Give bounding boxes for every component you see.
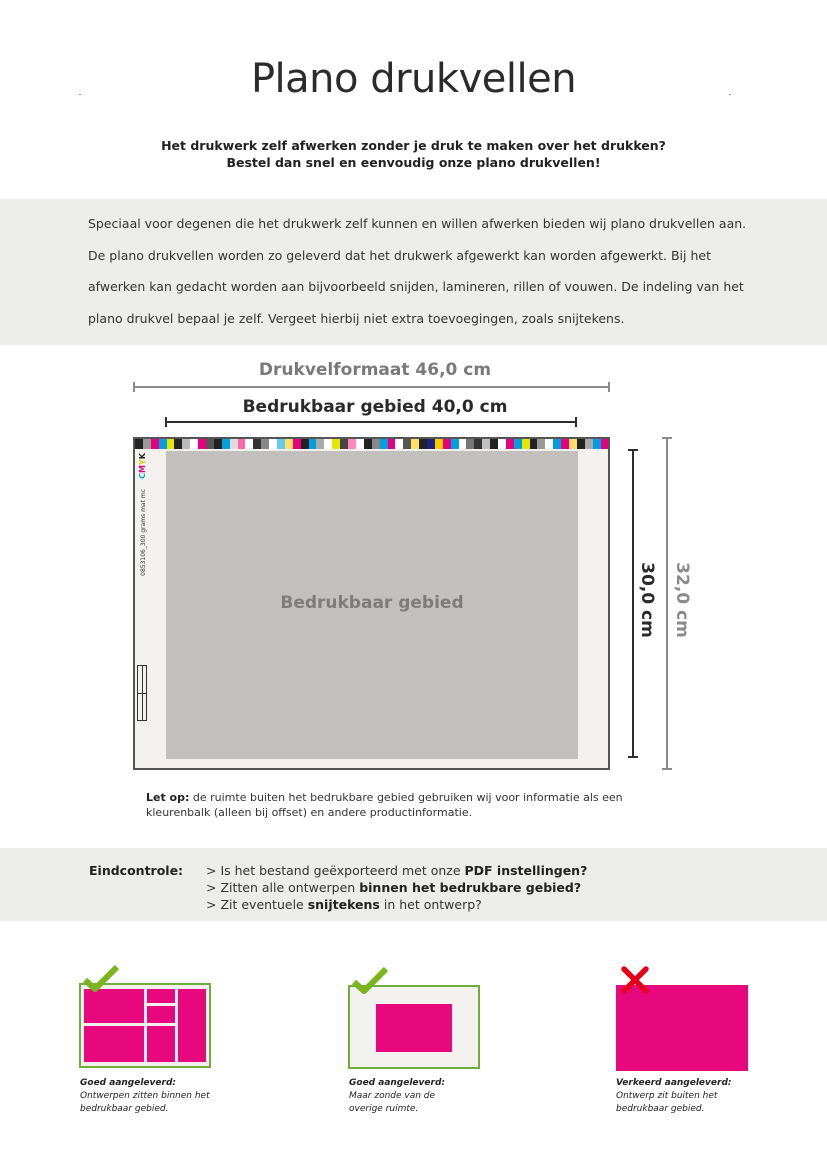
color-swatch <box>238 439 246 449</box>
color-swatch <box>451 439 459 449</box>
color-swatch <box>403 439 411 449</box>
cmyk-mark <box>139 453 153 479</box>
design-block <box>147 989 175 1003</box>
subtitle-line: Het drukwerk zelf afwerken zonder je druk te maken over het drukken? <box>161 138 666 153</box>
color-swatch <box>561 439 569 449</box>
page-subtitle <box>0 137 827 171</box>
color-swatch <box>198 439 206 449</box>
color-swatch <box>309 439 317 449</box>
color-swatch <box>459 439 467 449</box>
color-swatch <box>174 439 182 449</box>
design-block <box>84 1026 144 1062</box>
color-swatch <box>182 439 190 449</box>
color-swatch <box>490 439 498 449</box>
color-swatch <box>135 439 143 449</box>
color-swatch <box>569 439 577 449</box>
caption-line: bedrukbaar gebied. <box>616 1104 705 1114</box>
check-item-bold: PDF instellingen? <box>464 863 588 878</box>
example-caption-title: Verkeerd aangeleverd: <box>616 1078 732 1088</box>
sheet-format-label: Drukvelformaat 46,0 cm <box>258 360 492 380</box>
subtitle-line: Bestel dan snel en eenvoudig onze plano drukvellen! <box>226 155 601 170</box>
crop-tick <box>79 94 81 95</box>
intro-section <box>0 199 827 345</box>
intro-text <box>88 208 748 334</box>
cmyk-y: Y <box>138 459 147 465</box>
color-swatch <box>293 439 301 449</box>
color-swatch <box>577 439 585 449</box>
example-frame <box>79 983 211 1068</box>
color-swatch <box>545 439 553 449</box>
color-swatch <box>159 439 167 449</box>
color-swatch <box>443 439 451 449</box>
color-swatch <box>388 439 396 449</box>
check-item-text: in het ontwerp? <box>379 897 482 912</box>
crop-tick <box>729 94 731 95</box>
caption-line: Ontwerp zit buiten het <box>616 1091 718 1101</box>
color-swatch <box>151 439 159 449</box>
color-swatch <box>348 439 356 449</box>
cmyk-c: C <box>138 472 147 479</box>
final-check-title: Eindcontrole: <box>89 863 184 878</box>
color-swatch <box>411 439 419 449</box>
caption-line: overige ruimte. <box>349 1104 419 1114</box>
color-swatch <box>466 439 474 449</box>
color-swatch <box>372 439 380 449</box>
color-swatch <box>356 439 364 449</box>
intro-line: afwerken kan gedacht worden aan bijvoorbeeld snijden, lamineren, rillen of vouwen. De indeling van het <box>88 279 744 294</box>
intro-line: De plano drukvellen worden zo geleverd dat het drukwerk afgewerkt kan worden afgewerkt. Bij het <box>88 247 711 263</box>
color-swatch <box>498 439 506 449</box>
color-swatch <box>277 439 285 449</box>
color-swatch <box>506 439 514 449</box>
note-bold: Let op: <box>146 791 190 804</box>
printable-area-label: Bedrukbaar gebied <box>280 593 464 613</box>
check-item-text: > Is het bestand geëxporteerd met onze <box>206 863 465 878</box>
color-swatch <box>143 439 151 449</box>
color-swatch <box>364 439 372 449</box>
color-swatch <box>380 439 388 449</box>
printable-width-label: Bedrukbaar gebied 40,0 cm <box>242 397 508 417</box>
color-swatch <box>474 439 482 449</box>
color-swatch <box>167 439 175 449</box>
color-swatch <box>222 439 230 449</box>
example-caption-title: Goed aangeleverd: <box>349 1078 445 1088</box>
check-item-bold: snijtekens <box>307 897 380 912</box>
check-item-text: > Zit eventuele <box>206 897 308 912</box>
check-item-bold: binnen het bedrukbare gebied? <box>359 880 582 895</box>
registration-mark-icon <box>137 665 147 721</box>
color-swatch <box>482 439 490 449</box>
caption-line: bedrukbaar gebied. <box>80 1104 169 1114</box>
color-swatch <box>269 439 277 449</box>
note-text <box>146 790 626 820</box>
cmyk-k: K <box>138 453 147 460</box>
example-caption-text <box>616 1090 776 1116</box>
check-icon <box>82 964 120 994</box>
printable-width-dimension-line <box>165 417 577 427</box>
intro-line: Speciaal voor degenen die het drukwerk zelf kunnen en willen afwerken bieden wij plano drukvellen aan. <box>88 216 747 231</box>
check-item-text: > Zitten alle ontwerpen <box>206 880 360 895</box>
intro-line: plano drukvel bepaal je zelf. Vergeet hierbij niet extra toevoegingen, zoals snijtekens. <box>88 310 625 326</box>
final-check-list <box>206 862 587 913</box>
color-swatch <box>585 439 593 449</box>
example-caption-text <box>80 1090 240 1116</box>
check-item <box>206 896 587 913</box>
sheet-width-dimension-line <box>133 382 610 392</box>
color-swatch <box>530 439 538 449</box>
printable-height-label: 30,0 cm <box>637 562 657 638</box>
product-info-text: 0853106_300 grams mat mc <box>140 489 147 576</box>
color-swatch <box>316 439 324 449</box>
page-title: Plano drukvellen <box>250 56 577 102</box>
design-block <box>147 1026 175 1062</box>
color-swatch <box>514 439 522 449</box>
check-item <box>206 879 587 896</box>
color-swatch <box>419 439 427 449</box>
caption-line: Maar zonde van de <box>349 1091 436 1101</box>
color-swatch <box>253 439 261 449</box>
note-body: de ruimte buiten het bedrukbare gebied gebruiken wij voor informatie als een kleurenbalk (alleen bij offset) en andere productinformatie. <box>146 791 623 819</box>
color-swatch <box>230 439 238 449</box>
sheet-height-dimension-line <box>662 437 672 770</box>
design-block <box>376 1004 452 1052</box>
color-swatch <box>206 439 214 449</box>
color-bar <box>135 439 608 449</box>
example-caption-title: Goed aangeleverd: <box>80 1078 176 1088</box>
color-swatch <box>601 439 609 449</box>
color-swatch <box>332 439 340 449</box>
color-swatch <box>553 439 561 449</box>
color-swatch <box>301 439 309 449</box>
color-swatch <box>324 439 332 449</box>
cross-icon <box>620 966 650 994</box>
print-sheet <box>133 437 610 770</box>
color-swatch <box>340 439 348 449</box>
color-swatch <box>214 439 222 449</box>
color-swatch <box>261 439 269 449</box>
color-swatch <box>537 439 545 449</box>
color-swatch <box>245 439 253 449</box>
color-swatch <box>593 439 601 449</box>
design-block-overflow <box>616 985 748 1071</box>
printable-area <box>166 451 578 759</box>
color-swatch <box>427 439 435 449</box>
caption-line: Ontwerpen zitten binnen het <box>80 1091 210 1101</box>
sheet-height-label: 32,0 cm <box>672 562 692 638</box>
check-item <box>206 862 587 879</box>
design-block <box>147 1006 175 1023</box>
color-swatch <box>285 439 293 449</box>
design-block <box>178 989 206 1062</box>
color-swatch <box>435 439 443 449</box>
example-caption-text <box>349 1090 509 1116</box>
cmyk-m: M <box>138 465 147 473</box>
color-swatch <box>395 439 403 449</box>
check-icon <box>351 966 389 996</box>
example-frame <box>348 985 480 1069</box>
color-swatch <box>190 439 198 449</box>
design-block <box>84 989 144 1023</box>
color-swatch <box>522 439 530 449</box>
final-check-section <box>0 848 827 921</box>
